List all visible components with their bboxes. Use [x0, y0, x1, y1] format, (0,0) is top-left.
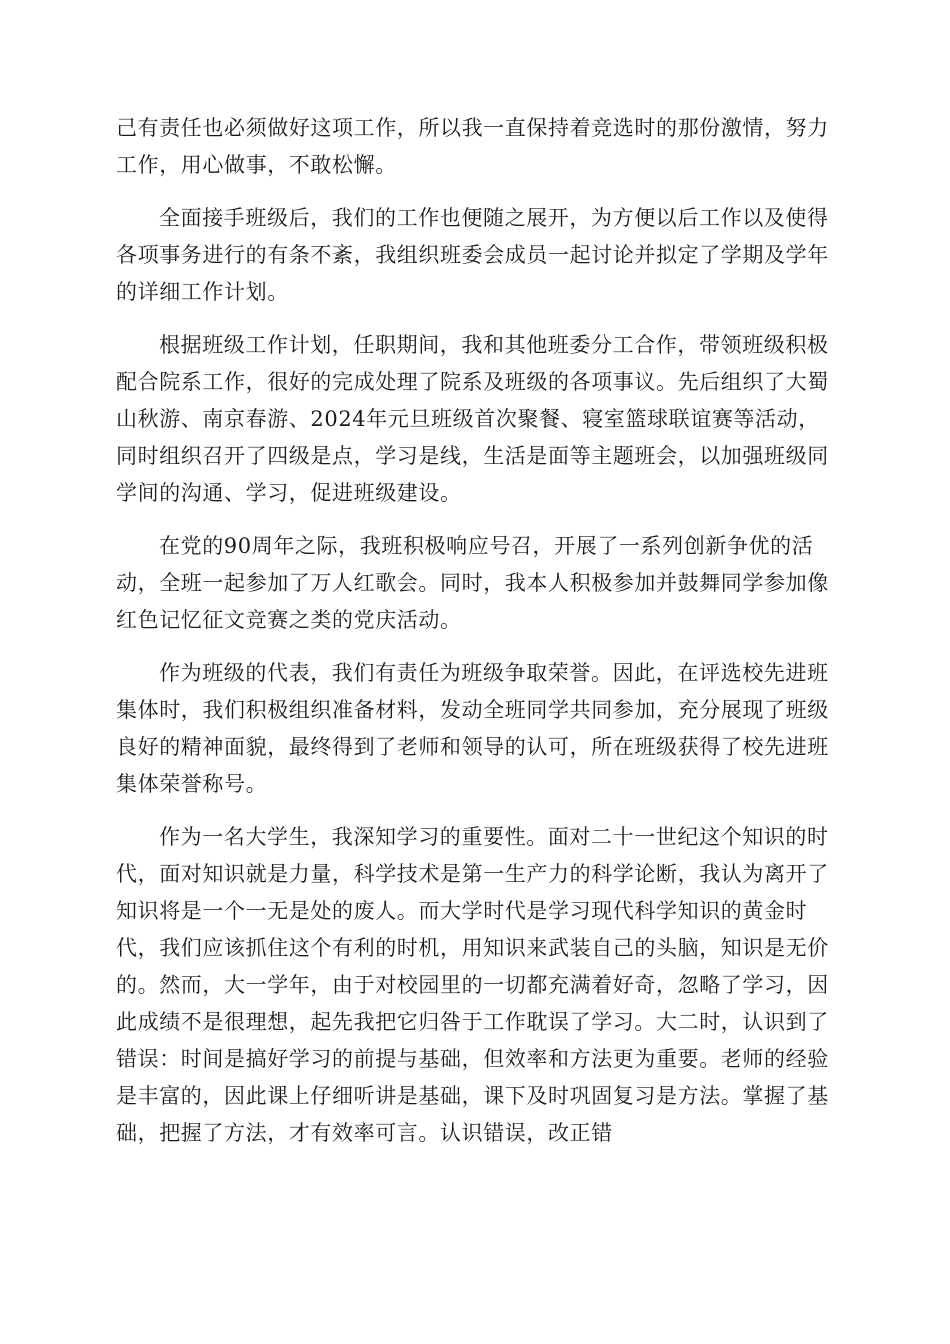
- paragraph-continued: 己有责任也必须做好这项工作，所以我一直保持着竞选时的那份激情，努力工作，用心做事，不敢松懈。: [116, 116, 829, 177]
- paragraph: 在党的90周年之际，我班积极响应号召，开展了一系列创新争优的活动，全班一起参加了万人红歌会。同时，我本人积极参加并鼓舞同学参加像红色记忆征文竞赛之类的党庆活动。: [116, 534, 829, 632]
- paragraph: 作为班级的代表，我们有责任为班级争取荣誉。因此，在评选校先进班集体时，我们积极组织准备材料，发动全班同学共同参加，充分展现了班级良好的精神面貌，最终得到了老师和领导的认可，所在班级获得了校先进班集体荣誉称号。: [116, 661, 829, 796]
- paragraph: 作为一名大学生，我深知学习的重要性。面对二十一世纪这个知识的时代，面对知识就是力量，科学技术是第一生产力的科学论断，我认为离开了知识将是一个一无是处的废人。而大学时代是学习现代科学知识的黄金时代，我们应该抓住这个有利的时机，用知识来武装自己的头脑，知识是无价的。然而，大一学年，由于对校园里的一切都充满着好奇，忽略了学习，因此成绩不是很理想，起先我把它归咎于工作耽误了学习。大二时，认识到了错误：时间是搞好学习的前提与基础，但效率和方法更为重要。老师的经验是丰富的，因此课上仔细听讲是基础，课下及时巩固复习是方法。掌握了基础，把握了方法，才有效率可言。认识错误，改正错: [116, 825, 829, 1145]
- paragraph: 全面接手班级后，我们的工作也便随之展开，为方便以后工作以及使得各项事务进行的有条不紊，我组织班委会成员一起讨论并拟定了学期及学年的详细工作计划。: [116, 206, 829, 304]
- document-body: [116, 110, 836, 1168]
- paragraph: 根据班级工作计划，任职期间，我和其他班委分工合作，带领班级积极配合院系工作，很好的完成处理了院系及班级的各项事议。先后组织了大蜀山秋游、南京春游、2024年元旦班级首次聚餐、寝室篮球联谊赛等活动，同时组织召开了四级是点，学习是线，生活是面等主题班会，以加强班级同学间的沟通、学习，促进班级建设。: [116, 333, 829, 505]
